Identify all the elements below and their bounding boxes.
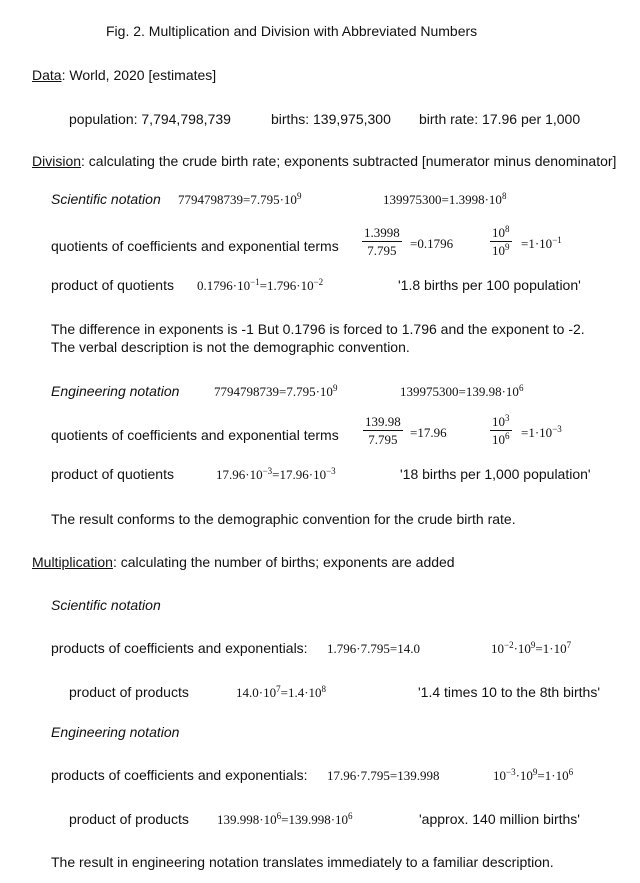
- multiplication-scientific-products-label: products of coefficients and exponentials:: [51, 640, 308, 656]
- division-engineering-verbal: '18 births per 1,000 population': [400, 466, 591, 482]
- division-heading: [32, 152, 616, 170]
- data-text: : World, 2020 [estimates]: [61, 67, 217, 83]
- division-scientific-coefficient-fraction: $\frac{1.3998}{7.795}$: [364, 225, 400, 258]
- division-engineering-heading: Engineering notation: [51, 383, 180, 399]
- division-engineering-births-equation: $139975300=139.98\cdot 10^6$: [400, 383, 524, 399]
- births-value: births: 139,975,300: [271, 111, 391, 127]
- division-engineering-exponent-result: $=1\cdot 10^{-3}$: [521, 424, 562, 440]
- multiplication-note: The result in engineering notation translates immediately to a familiar description.: [51, 854, 554, 870]
- multiplication-scientific-product-equation: $14.0\cdot 10^7=1.4\cdot 10^8$: [236, 684, 327, 700]
- division-scientific-note-2: The verbal description is not the demographic convention.: [51, 339, 410, 355]
- division-engineering-product-equation: $17.96\cdot 10^{-3}=17.96\cdot 10^{-3}$: [216, 466, 336, 482]
- division-scientific-population-equation: $7794798739=7.795\cdot 10^9$: [178, 191, 302, 207]
- division-scientific-product-label: product of quotients: [51, 277, 174, 293]
- division-scientific-quotients-label: quotients of coefficients and exponential terms: [51, 238, 339, 254]
- division-engineering-product-label: product of quotients: [51, 466, 174, 482]
- multiplication-heading: [32, 553, 455, 571]
- multiplication-engineering-coefficient-product: 17.96·7.795=139.998: [327, 768, 440, 783]
- division-engineering-coefficient-fraction: $\frac{139.98}{7.795}$: [365, 414, 401, 447]
- data-heading: [32, 66, 216, 84]
- division-scientific-births-equation: $139975300=1.3998\cdot 10^8$: [383, 191, 507, 207]
- multiplication-scientific-coefficient-product: 1.796·7.795=14.0: [327, 641, 420, 656]
- birth-rate-value: birth rate: 17.96 per 1,000: [419, 111, 581, 127]
- division-engineering-coefficient-result: =17.96: [410, 425, 447, 440]
- multiplication-scientific-verbal: '1.4 times 10 to the 8th births': [418, 684, 600, 700]
- division-scientific-product-equation: $0.1796\cdot 10^{-1}=1.796\cdot 10^{-2}$: [197, 277, 324, 293]
- division-engineering-population-equation: $7794798739=7.795\cdot 10^9$: [214, 383, 338, 399]
- division-scientific-verbal: '1.8 births per 100 population': [398, 277, 581, 293]
- division-scientific-coefficient-result: =0.1796: [410, 236, 454, 251]
- division-scientific-heading: Scientific notation: [51, 191, 161, 207]
- multiplication-engineering-product-label: product of products: [69, 811, 189, 827]
- multiplication-text: : calculating the number of births; exponents are added: [112, 554, 455, 570]
- data-label: Data: [32, 67, 62, 83]
- division-engineering-quotients-label: quotients of coefficients and exponential terms: [51, 427, 339, 443]
- multiplication-engineering-exponent-product: $10^{-3}\cdot 10^9=1\cdot 10^6$: [493, 767, 574, 783]
- multiplication-engineering-product-equation: $139.998\cdot 10^6=139.998\cdot 10^6$: [217, 811, 353, 827]
- division-text: : calculating the crude birth rate; exponents subtracted [numerator minus denominator]: [81, 153, 617, 169]
- multiplication-scientific-exponent-product: $10^{-2}\cdot 10^9=1\cdot 10^7$: [491, 640, 572, 656]
- division-engineering-note: The result conforms to the demographic convention for the crude birth rate.: [51, 511, 516, 527]
- multiplication-scientific-product-label: product of products: [69, 684, 189, 700]
- population-value: population: 7,794,798,739: [69, 111, 231, 127]
- division-label: Division: [32, 153, 82, 169]
- division-scientific-note-1: The difference in exponents is -1 But 0.1796 is forced to 1.796 and the exponent to -2.: [51, 321, 585, 337]
- multiplication-engineering-verbal: 'approx. 140 million births': [419, 811, 580, 827]
- multiplication-engineering-heading: Engineering notation: [51, 724, 180, 740]
- division-engineering-exponent-fraction: $\frac{10^3}{10^6}$: [492, 413, 510, 447]
- multiplication-engineering-products-label: products of coefficients and exponentials:: [51, 767, 308, 783]
- division-scientific-exponent-result: $=1\cdot 10^{-1}$: [521, 235, 562, 251]
- multiplication-scientific-heading: Scientific notation: [51, 597, 161, 613]
- figure-title: Fig. 2. Multiplication and Division with Abbreviated Numbers: [106, 23, 478, 39]
- division-scientific-exponent-fraction: $\frac{10^8}{10^9}$: [492, 224, 510, 258]
- multiplication-label: Multiplication: [32, 554, 113, 570]
